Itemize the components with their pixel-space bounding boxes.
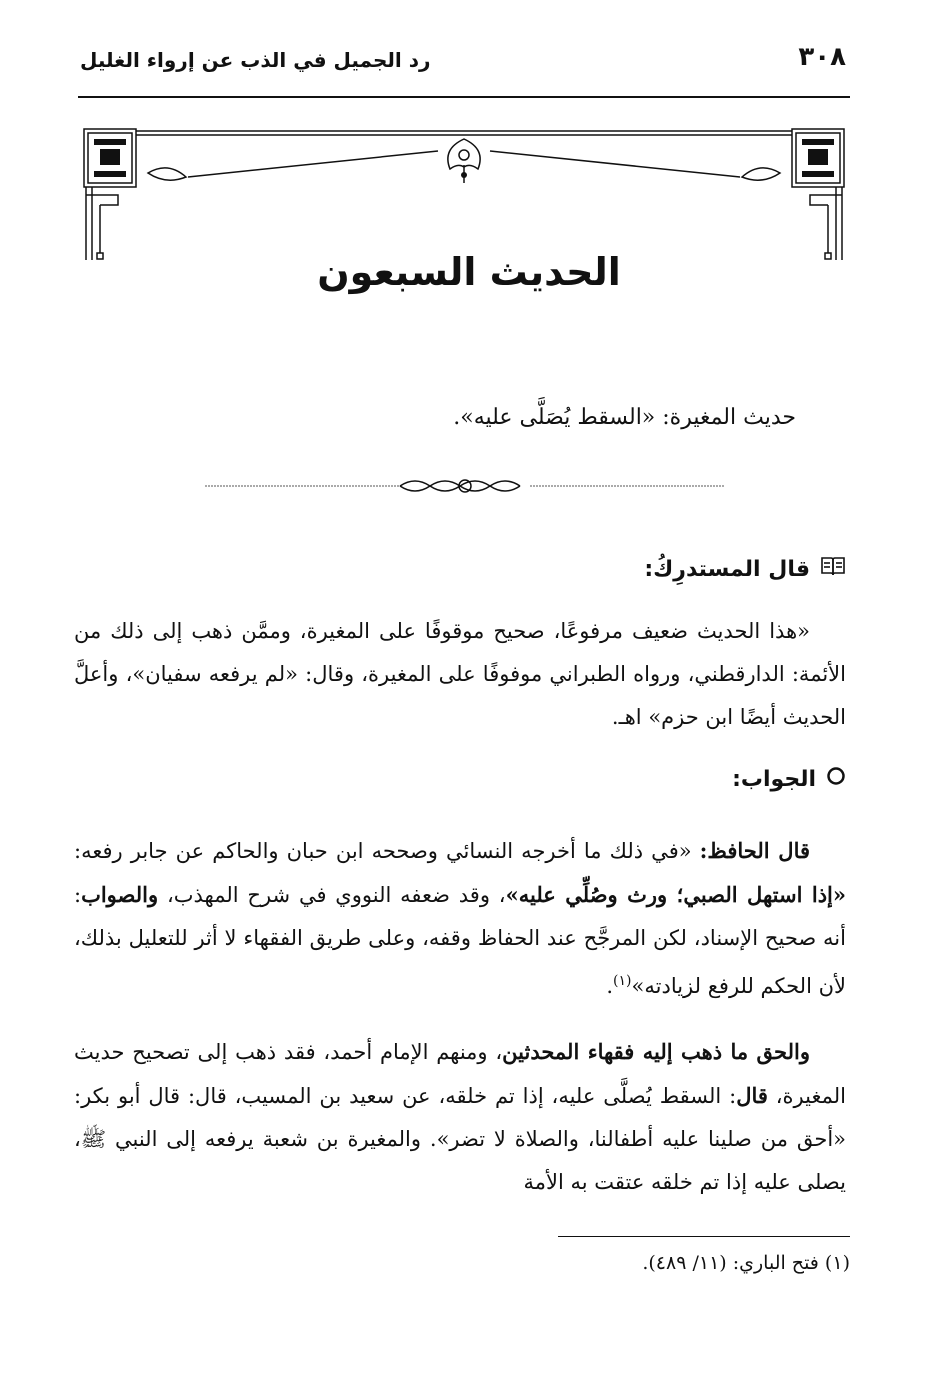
answer-heading: [732, 766, 846, 792]
p1-segment-2: ، وقد ضعفه النووي في شرح المهذب،: [158, 883, 506, 907]
answer-heading-label: الجواب:: [732, 766, 816, 792]
book-icon: [820, 555, 846, 583]
footnote: (١) فتح الباري: (١١/ ٤٨٩).: [642, 1252, 850, 1274]
p1-segment-1: «في ذلك ما أخرجه النسائي وصححه ابن حبان والحاكم عن جابر رفعه:: [74, 839, 700, 863]
circle-bullet-icon: [826, 766, 846, 792]
hadith-statement: حديث المغيرة: «السقط يُصَلَّى عليه».: [453, 405, 796, 430]
answer-p1-text: [74, 829, 846, 1008]
hafiz-label: قال الحافظ:: [699, 838, 811, 863]
p1-segment-3: : أنه صحيح الإسناد، لكن المرجَّح عند الحفاظ وقفه، وعلى طريق الفقهاء لا أثر للتعليل بذلك، لأن الحكم للرفع لزيادته»: [74, 883, 846, 998]
p2-segment-1: ، ومنهم الإمام أحمد، فقد ذهب إلى تصحيح حديث المغيرة،: [74, 1040, 846, 1108]
chapter-title: الحديث السبعون: [317, 250, 621, 294]
mustadrik-text: «هذا الحديث ضعيف مرفوعًا، صحيح موقوفًا على المغيرة، وممَّن ذهب إلى ذلك من الأئمة: الدارقطني، ورواه الطبراني موفوفًا على المغيرة، وقال: «لم يرفعه سفيان»، وأعلَّ الحديث أيضًا ابن حزم» اهـ.: [74, 619, 846, 729]
mustadrik-heading-label: قال المستدرِكُ:: [644, 556, 810, 582]
footnote-rule: [558, 1236, 850, 1237]
answer-p2-text: [74, 1030, 846, 1204]
haqq-statement: والحق ما ذهب إليه فقهاء المحدثين: [502, 1039, 810, 1064]
mustadrik-quote: [74, 610, 846, 739]
chapter-frame-ornament: [78, 125, 850, 265]
answer-paragraph-1: [74, 829, 846, 1008]
running-title: رد الجميل في الذب عن إرواء الغليل: [80, 48, 431, 72]
qala-label: قال: [736, 1083, 768, 1108]
header-rule: [78, 96, 850, 98]
footnote-ref: (١): [613, 973, 632, 989]
sawab-label: والصواب: [81, 882, 159, 907]
hadith-jabir: «إذا استهل الصبي؛ ورث وصُلِّي عليه»: [505, 882, 847, 907]
p2-segment-2: : السقط يُصلَّى عليه، إذا تم خلقه، عن سعيد بن المسيب، قال: قال أبو بكر: «أحق من صلينا عليه أطفالنا، والصلاة لا تضر». والمغيرة بن شعبة يرفعه إلى النبي ﷺ، يصلى عليه إذا تم خلقه عتقت به الأمة: [74, 1084, 846, 1194]
section-divider-ornament: [205, 472, 725, 500]
p1-end: .: [606, 974, 614, 998]
mustadrik-heading: [644, 555, 846, 583]
page-number: ٣٠٨: [798, 42, 846, 72]
answer-paragraph-2: [74, 1030, 846, 1204]
